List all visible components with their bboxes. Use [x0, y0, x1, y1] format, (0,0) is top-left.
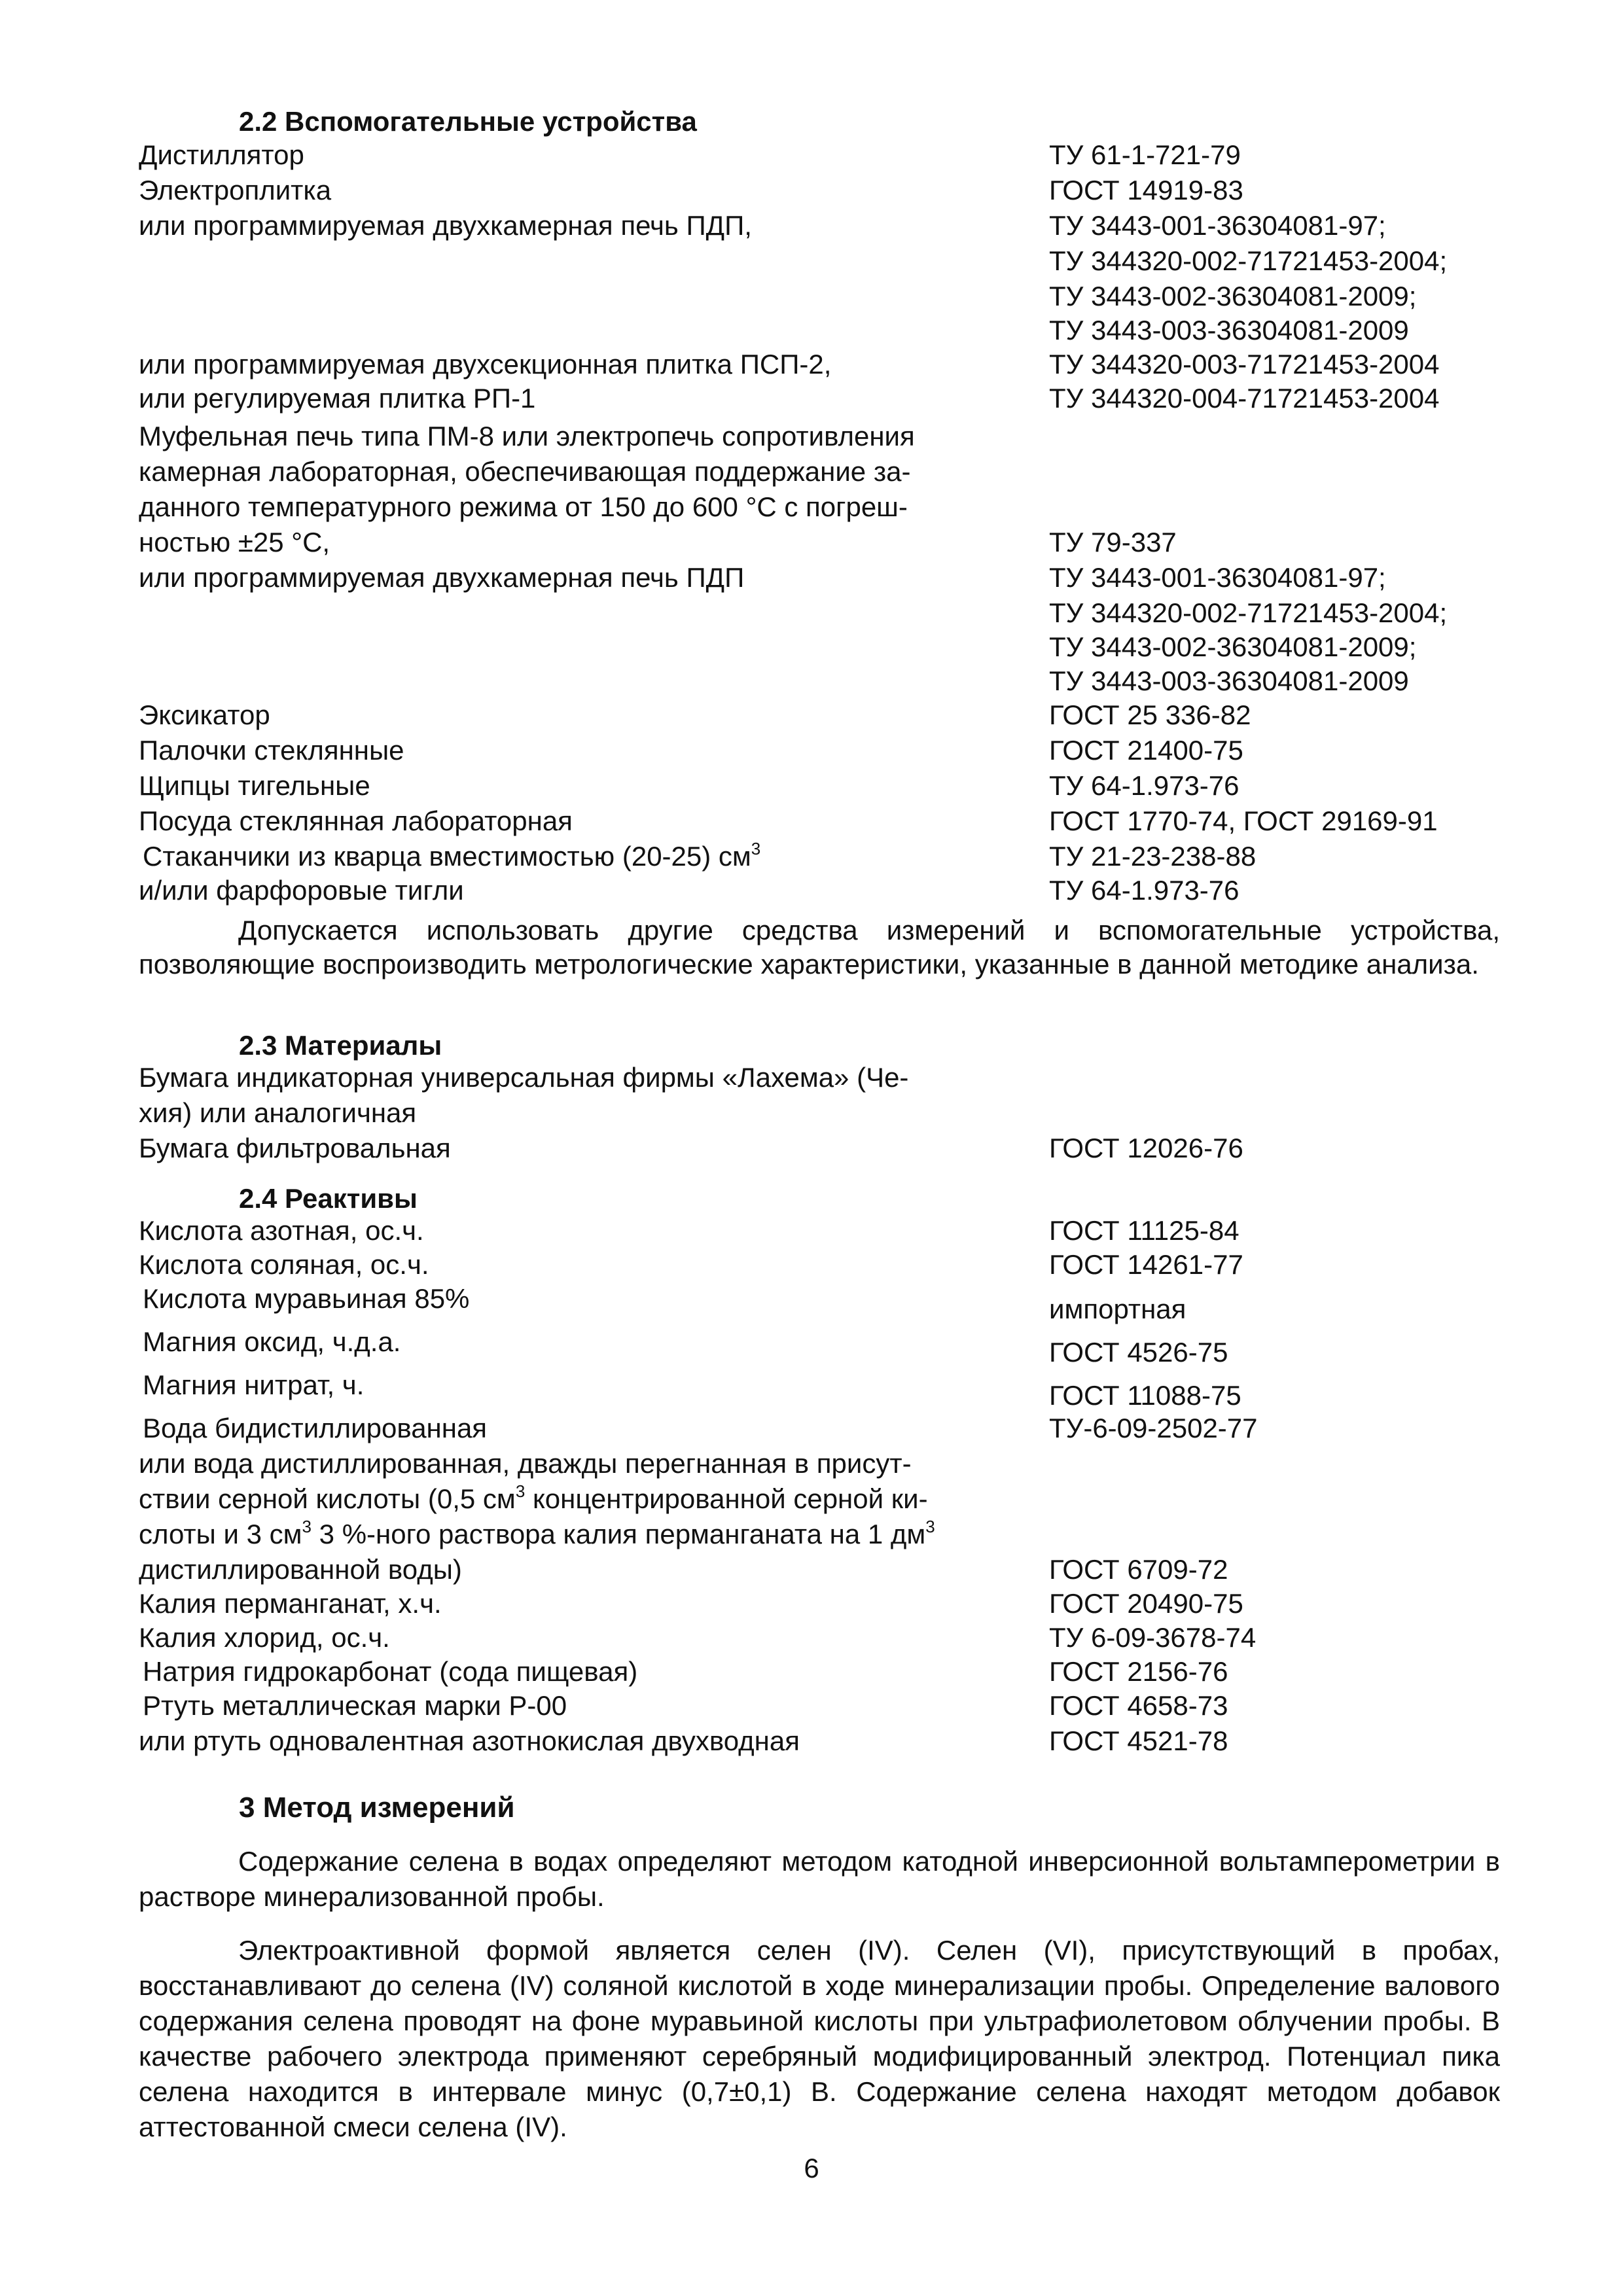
materials-line-2: хия) или аналогичная	[139, 1097, 417, 1128]
list-item-name: или программируемая двухкамерная печь ПДП	[139, 562, 745, 593]
list-item-ref: ТУ 64-1.973-76	[1049, 875, 1240, 906]
section-2-2-title: 2.2 Вспомогательные устройства	[239, 106, 697, 137]
list-item-ref: ГОСТ 25 336-82	[1049, 699, 1251, 730]
water-line-2	[139, 1481, 928, 1517]
list-item-name: Посуда стеклянная лабораторная	[139, 805, 573, 836]
list-item-ref: ГОСТ 4526-75	[1049, 1337, 1228, 1368]
list-item-ref: ГОСТ 4521-78	[1049, 1725, 1228, 1756]
section-3-title: 3 Метод измерений	[239, 1792, 515, 1824]
section-3-para-1: Содержание селена в водах определяют методом катодной инверсионной вольтамперометрии в растворе минерализованной пробы.	[139, 1846, 1500, 1912]
superscript: 3	[751, 839, 761, 858]
list-item-ref: ГОСТ 2156-76	[1049, 1656, 1228, 1687]
superscript: 3	[925, 1517, 935, 1536]
list-item-ref: ГОСТ 21400-75	[1049, 735, 1243, 766]
list-item-name: Кислота соляная, ос.ч.	[139, 1249, 429, 1280]
section-2-3-title: 2.3 Материалы	[239, 1030, 442, 1061]
list-item-ref: ГОСТ 4658-73	[1049, 1690, 1228, 1721]
water-line-3a: слоты и 3 см	[139, 1519, 302, 1549]
list-item-name: Магния оксид, ч.д.а.	[143, 1326, 401, 1357]
list-item-ref: ТУ 344320-002-71721453-2004;	[1049, 597, 1448, 628]
water-line-2b: концентрированной серной ки-	[525, 1483, 928, 1514]
list-item-name: Электроплитка	[139, 175, 332, 205]
list-item-name: или программируемая двухкамерная печь ПДП,	[139, 210, 752, 241]
list-item-ref: импортная	[1049, 1294, 1186, 1324]
list-item-name: данного температурного режима от 150 до 600 °С с погреш-	[139, 491, 908, 522]
list-item-ref: ТУ 21-23-238-88	[1049, 841, 1257, 872]
list-item-name: Магния нитрат, ч.	[143, 1369, 365, 1400]
list-item-ref: ГОСТ 14919-83	[1049, 175, 1243, 205]
list-item-ref: ТУ 3443-001-36304081-97;	[1049, 562, 1386, 593]
water-line-2a: ствии серной кислоты (0,5 см	[139, 1483, 516, 1514]
list-item-ref: ГОСТ 1770-74, ГОСТ 29169-91	[1049, 805, 1438, 836]
list-item-ref: ТУ 3443-001-36304081-97;	[1049, 210, 1386, 241]
superscript: 3	[515, 1481, 526, 1501]
materials-ref-3: ГОСТ 12026-76	[1049, 1133, 1243, 1163]
list-item-name: Дистиллятор	[139, 139, 304, 170]
list-item-name: и/или фарфоровые тигли	[139, 875, 464, 906]
list-item-ref: ТУ 3443-003-36304081-2009	[1049, 315, 1409, 345]
list-item-name: Калия перманганат, х.ч.	[139, 1588, 442, 1619]
materials-line-3: Бумага фильтровальная	[139, 1133, 451, 1163]
section-2-2-note: Допускается использовать другие средства измерений и вспомогательные устройства, позволяющие воспроизводить метрологические характеристики, указанные в данной методике анализа.	[139, 915, 1500, 980]
list-item-ref: ТУ 344320-004-71721453-2004	[1049, 383, 1440, 414]
list-item-ref: ГОСТ 11125-84	[1049, 1215, 1240, 1246]
superscript: 3	[302, 1517, 312, 1536]
list-item-name: или регулируемая плитка РП-1	[139, 383, 536, 414]
list-item-name: Палочки стеклянные	[139, 735, 404, 766]
section-3-para-2: Электроактивной формой является селен (IV). Селен (VI), присутствующий в пробах, восстанавливают до селена (IV) соляной кислотой в ходе минерализации пробы. Определение валового содержания селена проводят на фоне муравьиной кислоты при ультрафиолетовом облучении пробы. В качестве рабочего электрода применяют серебряный модифицированный электрод. Потенциал пика селена находится в интервале минус (0,7±0,1) В. Содержание селена находят методом добавок аттестованной смеси селена (IV).	[139, 1935, 1500, 2142]
list-item-ref: ТУ 344320-003-71721453-2004	[1049, 349, 1440, 380]
list-item-name: Вода бидистиллированная	[143, 1413, 488, 1443]
list-item-name: Щипцы тигельные	[139, 770, 370, 801]
list-item-name: Кислота муравьиная 85%	[143, 1283, 470, 1314]
list-item-name: Ртуть металлическая марки Р-00	[143, 1690, 567, 1721]
list-item-ref: ТУ 3443-003-36304081-2009	[1049, 665, 1409, 696]
list-item-name	[143, 839, 760, 874]
list-item-name: ностью ±25 °С,	[139, 527, 330, 557]
list-item-ref: ТУ 79-337	[1049, 527, 1177, 557]
water-line-1: или вода дистиллированная, дважды перегнанная в присут-	[139, 1448, 912, 1479]
water-line-3b: 3 %-ного раствора калия перманганата на 1 дм	[312, 1519, 926, 1549]
list-item-ref: ТУ 61-1-721-79	[1049, 139, 1241, 170]
list-item-name: или программируемая двухсекционная плитка ПСП-2,	[139, 349, 832, 380]
list-item-ref: ТУ 344320-002-71721453-2004;	[1049, 245, 1448, 276]
materials-line-1: Бумага индикаторная универсальная фирмы «Лахема» (Че-	[139, 1062, 909, 1093]
list-item-ref: ТУ 6-09-3678-74	[1049, 1622, 1257, 1653]
list-item-name: Эксикатор	[139, 699, 270, 730]
list-item-name: Калия хлорид, ос.ч.	[139, 1622, 390, 1653]
list-item-name: камерная лабораторная, обеспечивающая поддержание за-	[139, 456, 911, 487]
list-item-name: Натрия гидрокарбонат (сода пищевая)	[143, 1656, 638, 1687]
list-item-name: или ртуть одновалентная азотнокислая двухводная	[139, 1725, 800, 1756]
water-ref: ГОСТ 6709-72	[1049, 1554, 1228, 1585]
list-item-ref: ГОСТ 14261-77	[1049, 1249, 1243, 1280]
list-item-ref: ТУ 64-1.973-76	[1049, 770, 1240, 801]
section-2-4-title: 2.4 Реактивы	[239, 1183, 418, 1214]
water-line-3	[139, 1517, 935, 1552]
water-line-4: дистиллированной воды)	[139, 1554, 462, 1585]
list-item-ref: ГОСТ 20490-75	[1049, 1588, 1243, 1619]
list-item-name: Муфельная печь типа ПМ-8 или электропечь сопротивления	[139, 421, 915, 451]
list-item-ref: ТУ 3443-002-36304081-2009;	[1049, 281, 1417, 311]
list-item-ref: ТУ 3443-002-36304081-2009;	[1049, 631, 1417, 662]
list-item-name-text: Стаканчики из кварца вместимостью (20-25) см	[143, 841, 751, 872]
list-item-ref: ГОСТ 11088-75	[1049, 1380, 1241, 1411]
list-item-ref: ТУ-6-09-2502-77	[1049, 1413, 1258, 1443]
list-item-name: Кислота азотная, ос.ч.	[139, 1215, 424, 1246]
page-number: 6	[804, 2153, 819, 2183]
